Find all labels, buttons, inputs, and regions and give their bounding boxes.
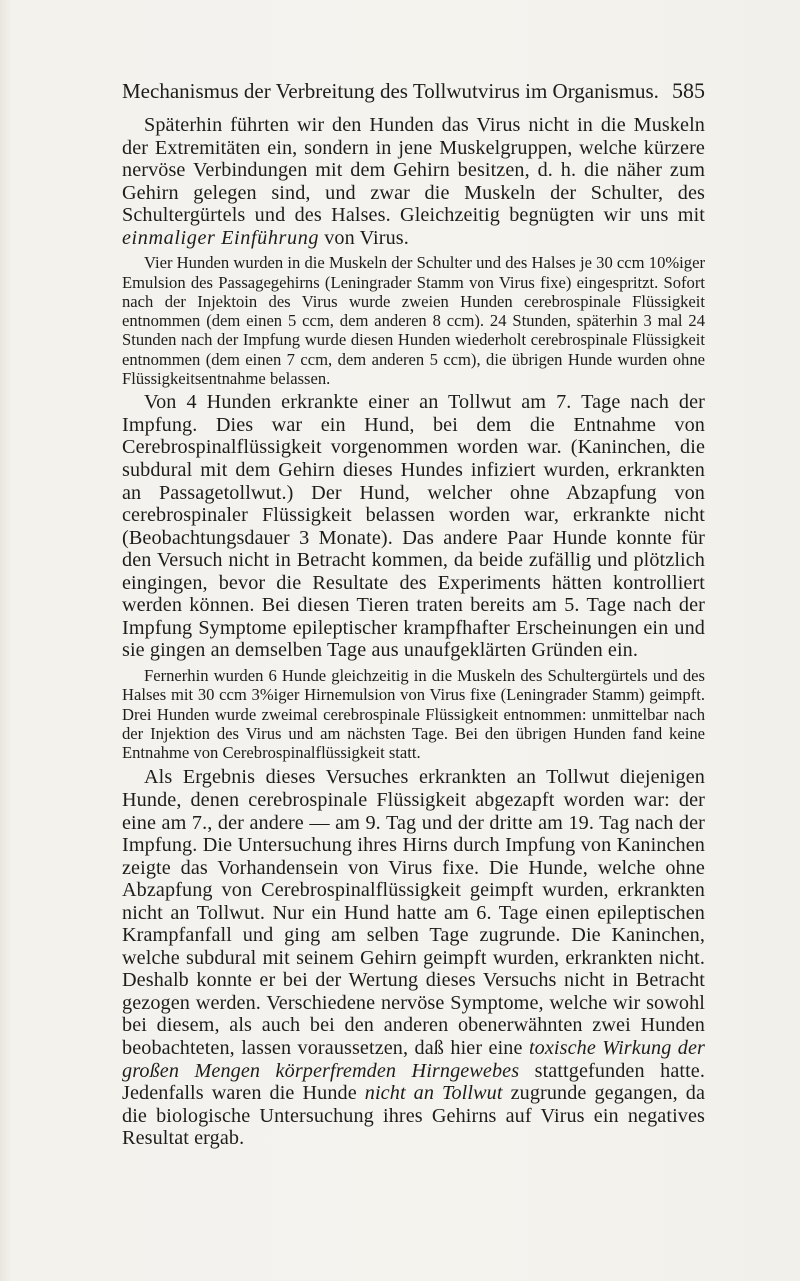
paragraph-2-text: Vier Hunden wurden in die Muskeln der Schulter und des Halses je 30 ccm 10%iger Emulsion des Passagegehirns (Leningrader Stamm von Virus fixe) eingespritzt. Sofort nach der Injektoin des Virus wurde zweien Hunden cerebrospinale Flüssigkeit entnommen (dem einen 5 ccm, dem anderen 8 ccm). 24 Stunden, späterhin 3 mal 24 Stunden nach der Impfung wurde diesen Hunden wiederholt cerebrospinale Flüssigkeit entnommen (dem einen 7 ccm, dem anderen 5 ccm), die übrigen Hunde wurden ohne Flüssigkeitsentnahme belassen. — [122, 253, 705, 389]
paragraph-3-text: Von 4 Hunden erkrankte einer an Tollwut am 7. Tage nach der Impfung. Dies war ein Hund, bei dem die Entnahme von Cerebrospinalflüssigkeit vorgenommen worden war. (Kaninchen, die subdural mit dem Gehirn dieses Hundes infiziert wurden, erkrankten an Passagetollwut.) Der Hund, welcher ohne Abzapfung von cerebrospinaler Flüssigkeit belassen worden war, erkrankte nicht (Beobachtungsdauer 3 Monate). Das andere Paar Hunde konnte für den Versuch nicht in Betracht kommen, da beide zufällig und plötzlich eingingen, bevor die Resultate des Experiments hätten kontrolliert werden können. Bei diesen Tieren traten bereits am 5. Tage nach der Impfung Symptome epileptischer krampfhafter Erscheinungen ein und sie gingen an demselben Tage aus unaufgeklärten Gründen ein. — [122, 391, 705, 662]
paragraph-5 — [122, 766, 705, 1149]
body-text — [122, 114, 705, 1150]
paragraph-5-emphasis-not-rabies: nicht an Tollwut — [364, 1082, 503, 1105]
paragraph-3 — [122, 391, 705, 662]
paragraph-1 — [122, 114, 705, 249]
paragraph-2 — [122, 253, 705, 388]
paragraph-4-text: Fernerhin wurden 6 Hunde gleichzeitig in die Muskeln des Schultergürtels und des Halses mit 30 ccm 3%iger Hirnemulsion von Virus fixe (Leningrader Stamm) geimpft. Drei Hunden wurde zweimal cerebrospinale Flüssigkeit entnommen: unmittelbar nach der Injektion des Virus und am nächsten Tage. Bei den übrigen Hunden fand keine Entnahme von Cerebrospinalflüssigkeit statt. — [122, 665, 705, 763]
paragraph-1-text-a: Späterhin führten wir den Hunden das Virus nicht in die Muskeln der Extremitäten ein, sondern in jene Muskelgruppen, welche kürzere nervöse Verbindungen mit dem Gehirn besitzen, d. h. die näher zum Gehirn gelegen sind, und zwar die Muskeln der Schulter, des Schultergürtels und des Halses. Gleichzeitig begnügten wir uns mit — [122, 114, 705, 227]
running-head — [122, 74, 705, 108]
paragraph-5-text-c: zugrunde gegangen, da die biologische Untersuchung ihres Gehirns auf Virus ein negatives Resultat ergab. — [122, 1082, 706, 1150]
paragraph-1-text-b: von Virus. — [319, 226, 409, 249]
paragraph-5-text-b: stattgefunden hatte. Jedenfalls waren die Hunde — [122, 1059, 706, 1105]
paragraph-5-emphasis-toxic: toxische Wirkung der großen Mengen körperfremden Hirngewebes — [122, 1036, 706, 1082]
page-number: 585 — [672, 78, 705, 103]
running-head-title: Mechanismus der Verbreitung des Tollwutvirus im Organismus. — [122, 79, 659, 103]
paragraph-5-text-a: Als Ergebnis dieses Versuches erkrankten an Tollwut diejenigen Hunde, denen cerebrospinale Flüssigkeit abgezapft worden war: der eine am 7., der andere — am 9. Tag und der dritte am 19. Tag nach der Impfung. Die Untersuchung ihres Hirns durch Impfung von Kaninchen zeigte das Vorhandensein von Virus fixe. Die Hunde, welche ohne Abzapfung von Cerebrospinalflüssigkeit geimpft wurden, erkrankten nicht an Tollwut. Nur ein Hund hatte am 6. Tage einen epileptischen Krampfanfall und ging am selben Tage zugrunde. Die Kaninchen, welche subdural mit seinem Gehirn geimpft wurden, erkrankten nicht. Deshalb konnte er bei der Wertung dieses Versuchs nicht in Betracht gezogen werden. Verschiedene nervöse Symptome, welche wir sowohl bei diesem, als auch bei den anderen obenerwähnten zwei Hunden beobachteten, lassen voraussetzen, daß hier eine — [122, 766, 705, 1059]
paragraph-1-emphasis: einmaliger Einführung — [122, 226, 320, 249]
paragraph-4 — [122, 666, 705, 762]
